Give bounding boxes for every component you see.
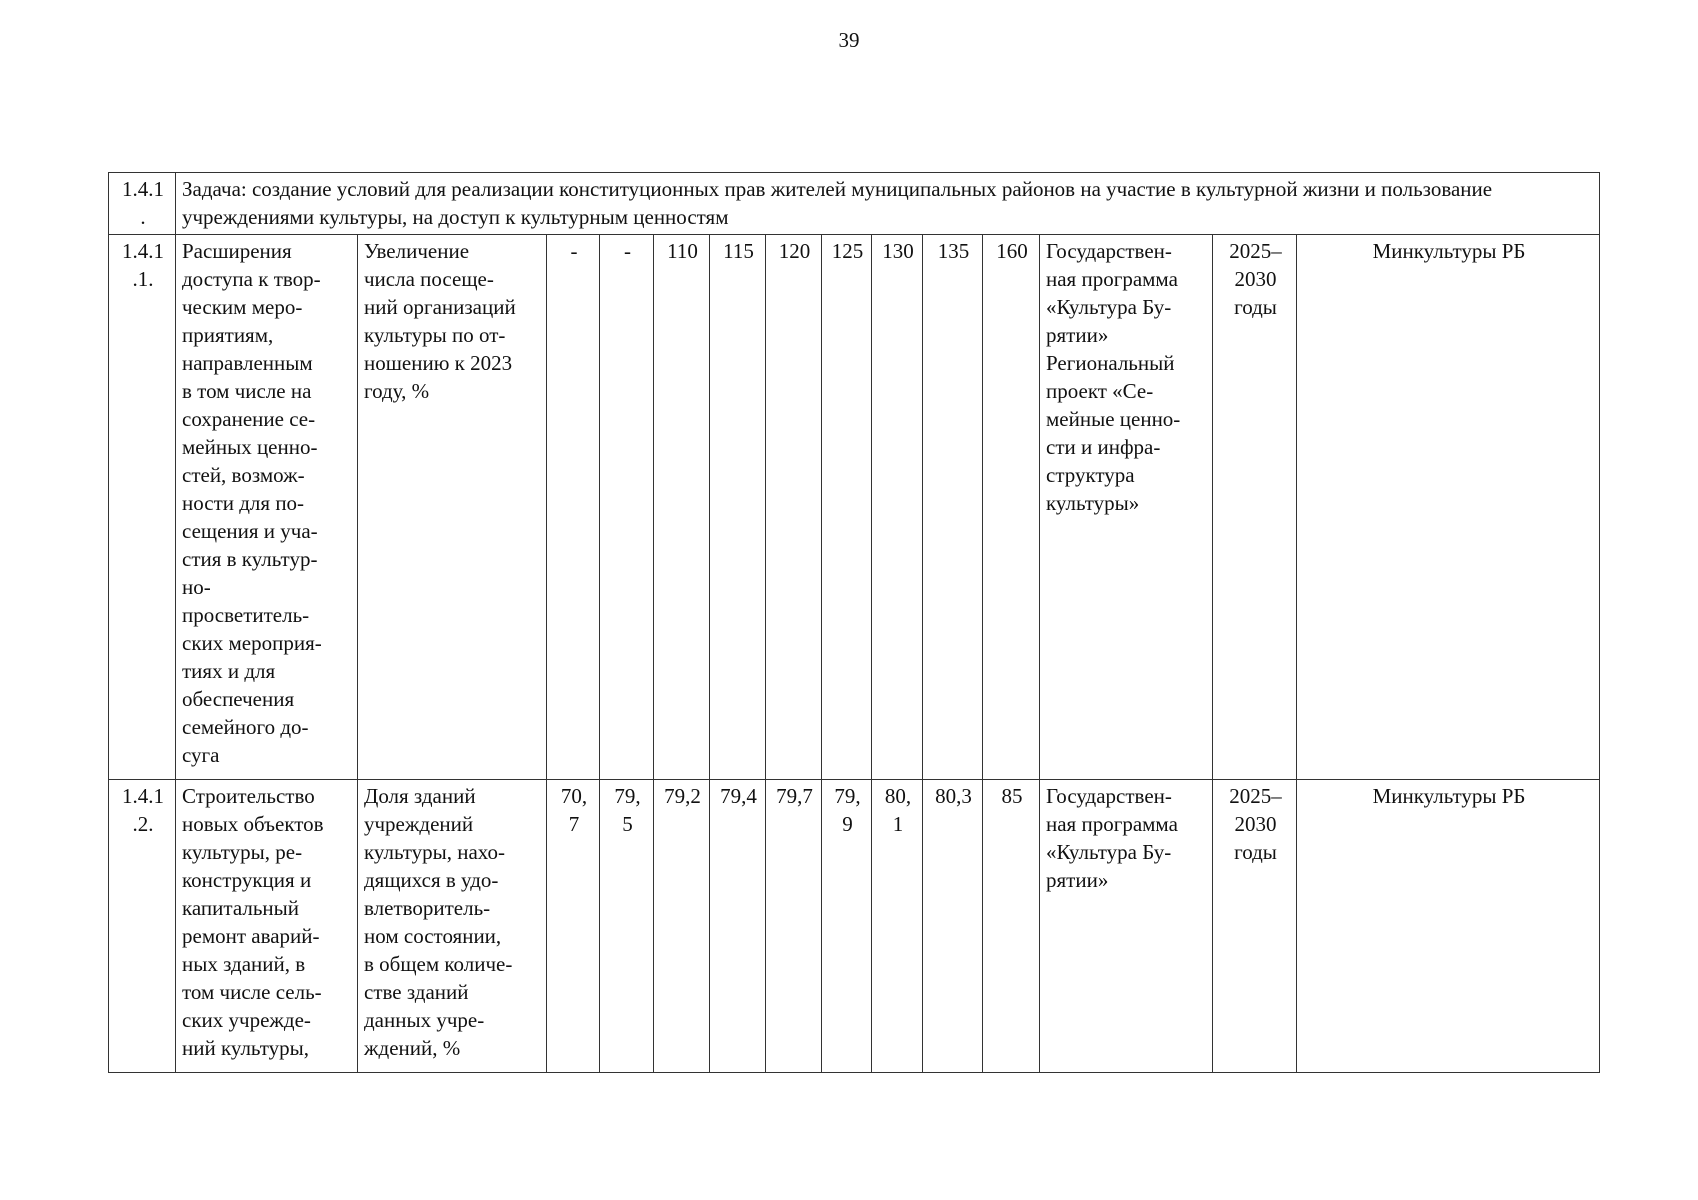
value-cell: 79, 9 bbox=[822, 780, 872, 1073]
value-cell: 79, 5 bbox=[600, 780, 654, 1073]
program-cell: Государствен- ная программа «Культура Бу- рятии» Региональный проект «Се- мейные ценно- сти и инфра- структура культуры» bbox=[1040, 235, 1213, 780]
task-row bbox=[109, 173, 1600, 235]
value-cell: 85 bbox=[983, 780, 1040, 1073]
responsible-cell: Минкультуры РБ bbox=[1297, 235, 1600, 780]
responsible-cell: Минкультуры РБ bbox=[1297, 780, 1600, 1073]
page-number: 39 bbox=[838, 28, 860, 52]
value-cell: - bbox=[600, 235, 654, 780]
value-cell: 70, 7 bbox=[547, 780, 600, 1073]
table-row bbox=[109, 780, 1600, 1073]
row-id-cell: 1.4.1 .2. bbox=[109, 780, 176, 1073]
measure-cell: Строительство новых объектов культуры, ре- конструкция и капитальный ремонт аварий- ных зданий, в том числе сель- ских учрежде- ний культуры, bbox=[176, 780, 358, 1073]
value-cell: 79,7 bbox=[766, 780, 822, 1073]
value-cell: 120 bbox=[766, 235, 822, 780]
row-id-cell: 1.4.1 .1. bbox=[109, 235, 176, 780]
task-text-cell: Задача: создание условий для реализации конституционных прав жителей муниципальных районов на участие в культурной жизни и пользование учреждениями культуры, на доступ к культурным ценностям bbox=[176, 173, 1600, 235]
indicator-cell: Доля зданий учреждений культуры, нахо- дящихся в удо- влетворитель- ном состоянии, в общем количе- стве зданий данных учре- ждений, % bbox=[358, 780, 547, 1073]
value-cell: 130 bbox=[872, 235, 923, 780]
value-cell: 160 bbox=[983, 235, 1040, 780]
value-cell: 79,4 bbox=[710, 780, 766, 1073]
table-row bbox=[109, 235, 1600, 780]
measure-cell: Расширения доступа к твор- ческим меро- приятиям, направленным в том числе на сохранение се- мейных ценно- стей, возмож- ности для по- сещения и уча- стия в культур- но- просветитель- ских мероприя- тиях и для обеспечения семейного до- суга bbox=[176, 235, 358, 780]
program-cell: Государствен- ная программа «Культура Бу- рятии» bbox=[1040, 780, 1213, 1073]
indicator-cell: Увеличение числа посеще- ний организаций культуры по от- ношению к 2023 году, % bbox=[358, 235, 547, 780]
value-cell: 115 bbox=[710, 235, 766, 780]
value-cell: 110 bbox=[654, 235, 710, 780]
period-cell: 2025– 2030 годы bbox=[1213, 235, 1297, 780]
program-table bbox=[108, 172, 1600, 1073]
value-cell: 79,2 bbox=[654, 780, 710, 1073]
value-cell: 125 bbox=[822, 235, 872, 780]
value-cell: - bbox=[547, 235, 600, 780]
value-cell: 80,3 bbox=[923, 780, 983, 1073]
value-cell: 80, 1 bbox=[872, 780, 923, 1073]
period-cell: 2025– 2030 годы bbox=[1213, 780, 1297, 1073]
task-id-cell: 1.4.1 . bbox=[109, 173, 176, 235]
value-cell: 135 bbox=[923, 235, 983, 780]
